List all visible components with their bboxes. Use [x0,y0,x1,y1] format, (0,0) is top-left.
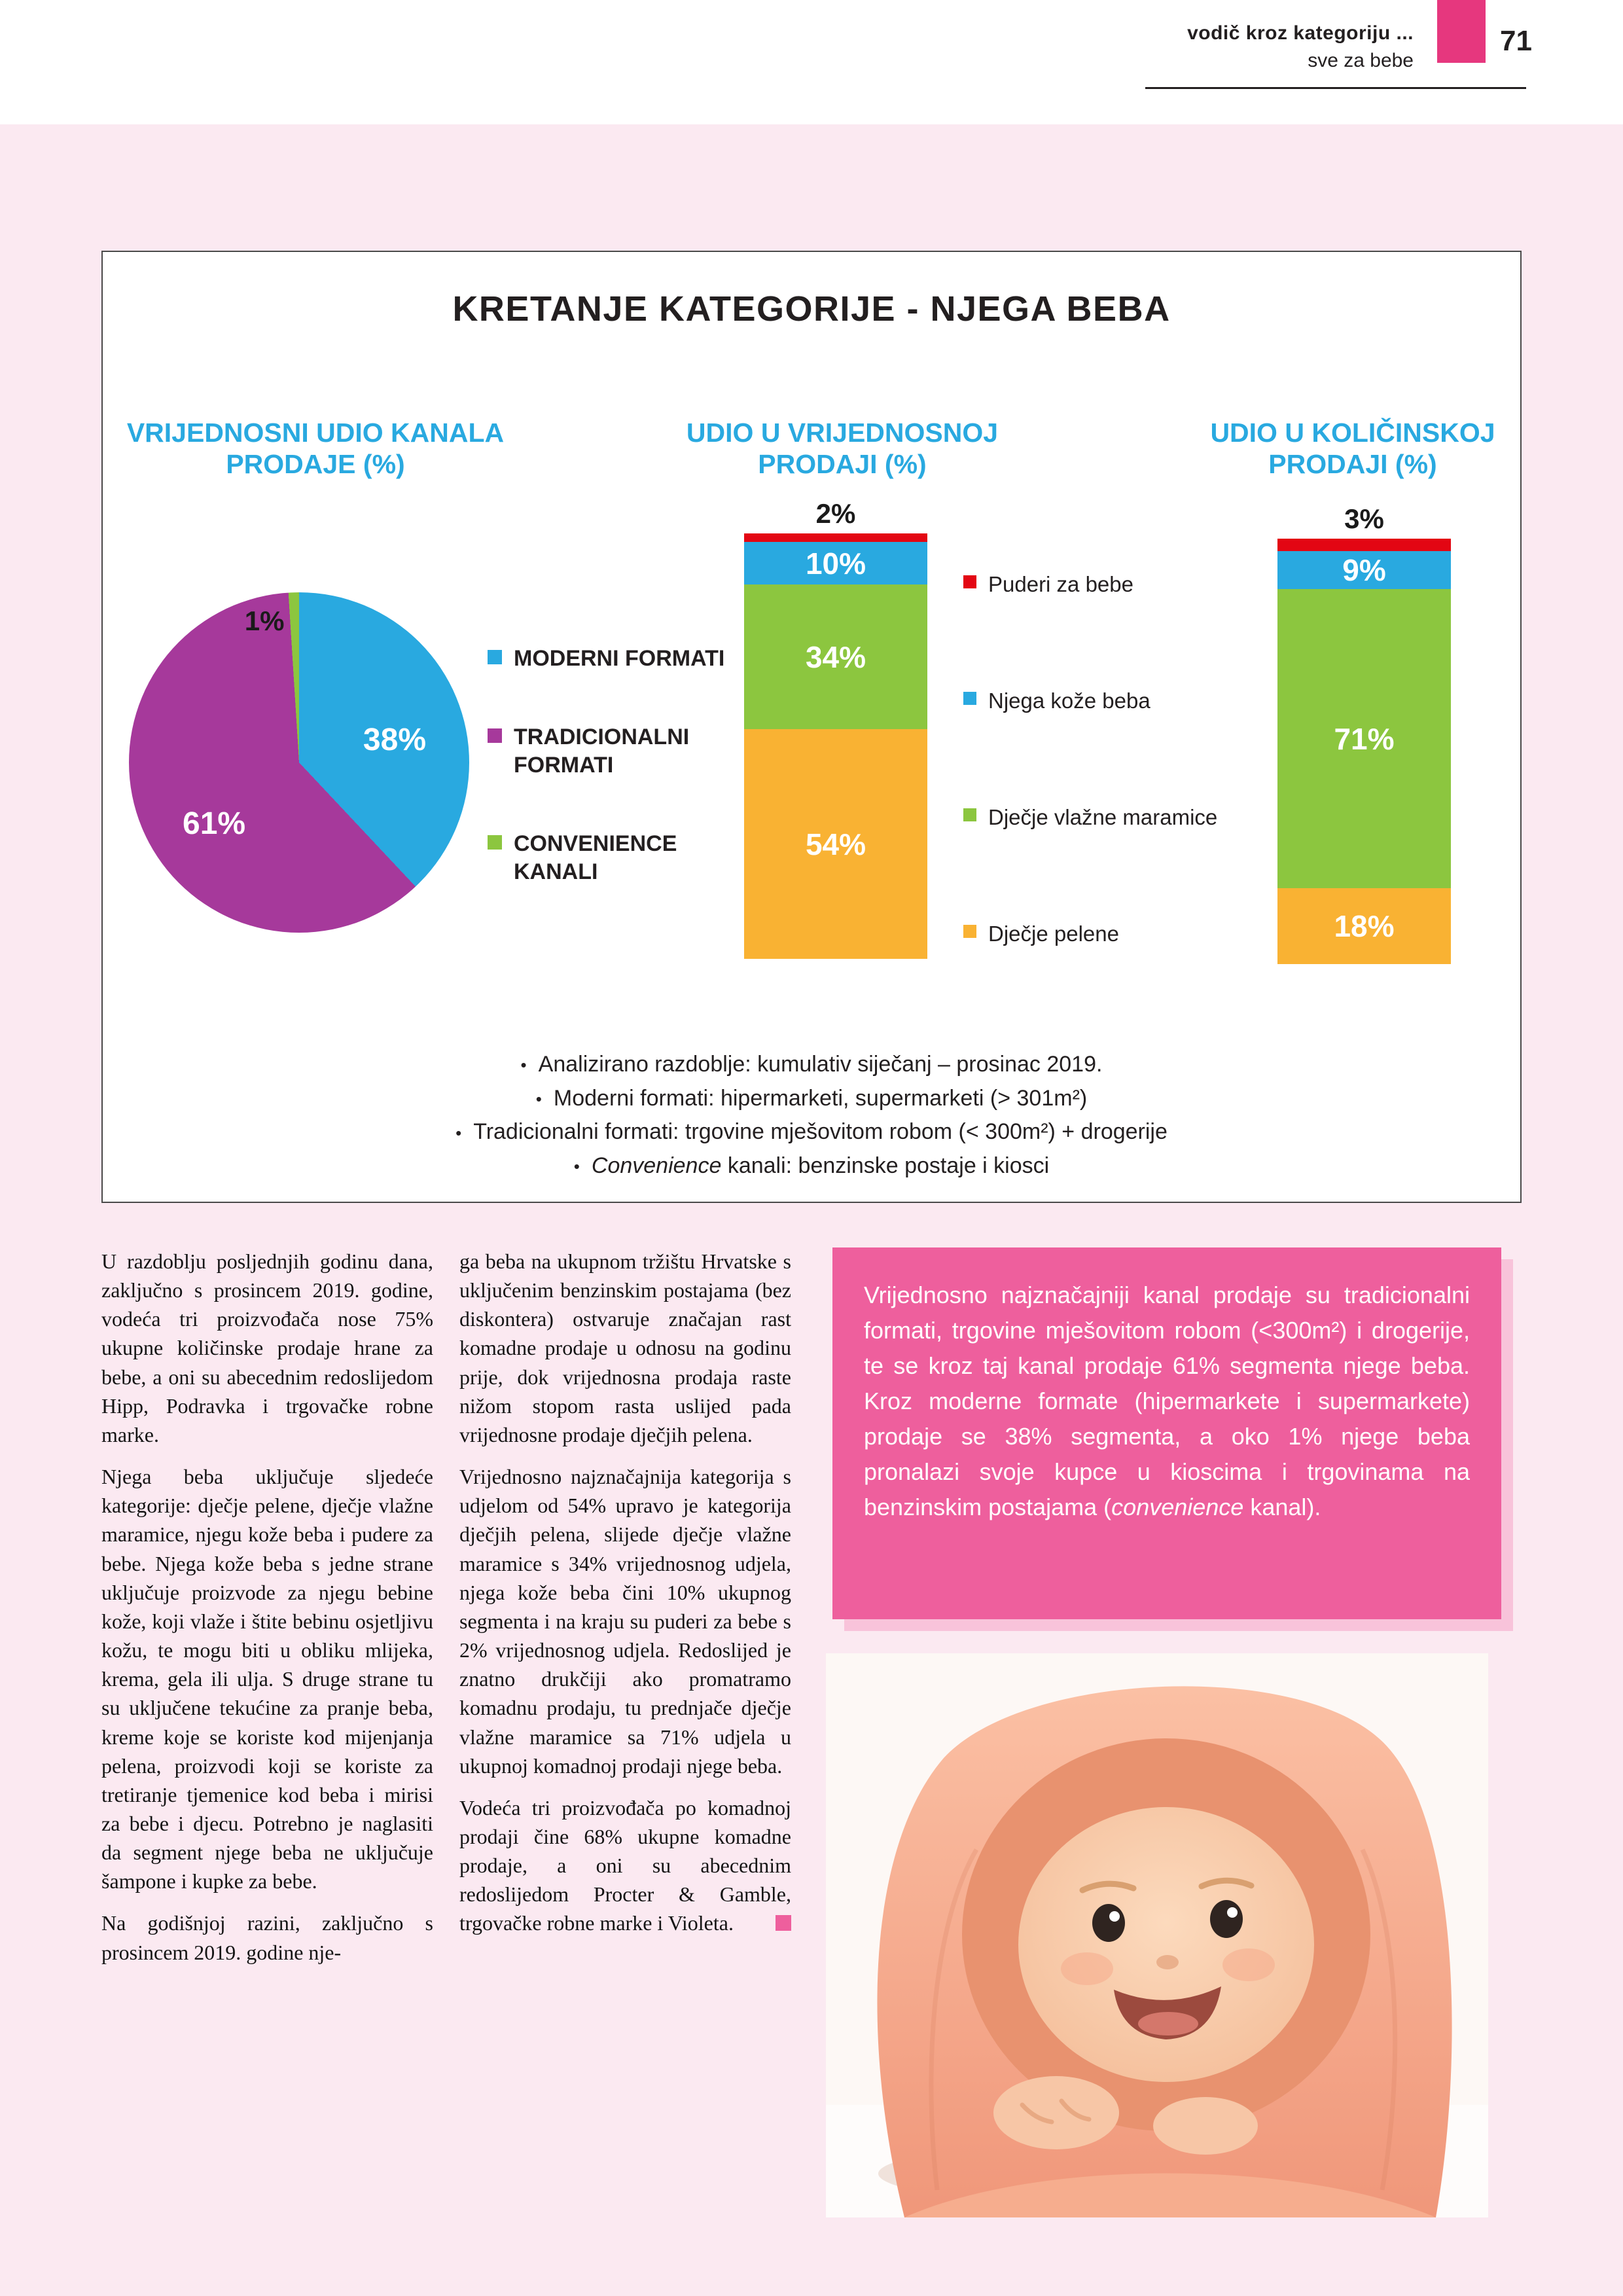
bar-segment [1277,888,1451,964]
pie-value-label: 61% [183,806,246,841]
paragraph: U razdoblju posljednjih godinu dana, zaključno s prosincem 2019. godine, vodeća tri proizvođača nose 75% ukupne količinske prodaje hrane za bebe, a oni su abecednim redoslijedom Hipp, Podravka i trgovačke robne marke. [101,1249,433,1446]
bar-segment [744,533,927,542]
bar-segment [1277,551,1451,589]
legend-item [963,804,1251,831]
legend-label: TRADICIONALNI FORMATI [514,724,690,778]
footnote-text: Moderni formati: hipermarketi, supermarketi (> 301m²) [553,1085,1088,1111]
chart-footnotes [103,1048,1520,1183]
bar-segment-label: 54% [805,827,866,861]
legend-swatch [963,692,976,705]
bar-segment [1277,589,1451,888]
legend-swatch [963,575,976,588]
section-subtitle: sve za bebe [1308,50,1414,71]
volume-share-heading: UDIO U KOLIČINSKOJ PRODAJI (%) [1210,418,1495,480]
legend-swatch [488,835,502,850]
paragraph: Na godišnjoj razini, zaključno s prosincem 2019. godine nje- [101,1911,433,1964]
pie-chart-heading: VRIJEDNOSNI UDIO KANALA PRODAJE (%) [126,418,505,480]
end-of-article-marker [776,1915,791,1931]
pie-chart [129,592,469,933]
legend-swatch [488,650,502,664]
baby-photo [826,1653,1488,2217]
pie-value-label: 38% [363,723,426,757]
legend-swatch [963,808,976,821]
header-text-block [1187,22,1414,72]
pull-quote-box [832,1247,1501,1619]
bar-segment-label: 9% [1342,553,1386,588]
bar-segment [744,542,927,584]
legend-item [488,723,730,780]
paragraph: Vrijednosno najznačajnija kategorija s udjelom od 54% upravo je kategorija dječjih pelena, slijede dječje vlažne maramice s 34% vrijednosnog udjela, njega kože beba čini 10% ukupnog segmenta i na kraju su puderi za bebe s 2% vrijednosnog udjela. Redoslijed je znatno drukčiji ako promatramo komadnu prodaju, tu prednjače dječje vlažne maramice sa 71% udjela u ukupnoj komadnoj prodaji njege beba. [459,1465,791,1778]
bar-segment [744,729,927,959]
paragraph-text: Vodeća tri proizvođača po komadnoj prodaji čine 68% ukupne komadne prodaje, a oni su abecednim redoslijedom Procter & Gamble, trgovačke robne marke i Violeta. [459,1795,791,1935]
header-rule [1145,87,1526,89]
bar-segment [744,584,927,729]
bar-legend [963,571,1251,947]
article-column-2 [459,1247,791,1951]
stacked-bar [1277,539,1451,964]
bar-segment-label: 10% [805,546,866,581]
bullet-icon: • [573,1157,580,1177]
value-share-bar [744,498,927,959]
legend-label: Puderi za bebe [988,572,1133,596]
footnote-line [103,1082,1520,1116]
volume-share-bar [1277,503,1451,964]
pull-quote-italic: convenience [1111,1494,1244,1520]
legend-item [963,571,1251,598]
accent-tab [1437,0,1486,63]
bar-top-label: 2% [815,498,856,529]
legend-swatch [488,728,502,743]
paragraph: Njega beba uključuje sljedeće kategorije: dječje pelene, dječje vlažne maramice, njegu kože beba i pudere za bebe. Njega kože beba s jedne strane uključuje proizvode za njegu bebine kože, koji vlaže i štite bebinu osjetljivu kožu, te mogu biti u obliku mlijeka, krema, gela ili ulja. S druge strane tu su uključene tekućine za pranje beba, kreme koje se koriste kod mijenjanja pelena, proizvodi koji se koriste za tretiranje tjemenice kod beba i mirisi za bebe i djecu. Potrebno je naglasiti da segment njege beba ne uključuje šampone i kupke za bebe. [101,1465,433,1893]
bar-segment-label: 34% [805,639,866,674]
bullet-icon: • [535,1088,542,1109]
legend-item [488,830,730,887]
pie-value-label: 1% [244,605,285,636]
legend-swatch [963,925,976,938]
footnote-line [103,1115,1520,1149]
paragraph: ga beba na ukupnom tržištu Hrvatske s uključenim benzinskim postajama (bez diskontera) ostvaruje značajan rast komadne prodaje u odnosu na godinu prije, dok vrijednosna prodaja raste nižom stopom rasta uslijed pada vrijednosne prodaje dječjih pelena. [459,1249,791,1446]
legend-label: Dječje pelene [988,921,1119,946]
legend-label: Dječje vlažne maramice [988,804,1218,829]
bar-top-label: 3% [1344,503,1384,534]
page-number: 71 [1500,25,1532,57]
bar-segment [1277,539,1451,551]
legend-item [963,687,1251,714]
chart-panel [101,251,1522,1203]
bar-segment-label: 71% [1334,721,1395,756]
legend-item [963,920,1251,947]
section-title: vodič kroz kategoriju ... [1187,22,1414,44]
bar-segment-label: 18% [1334,909,1395,944]
footnote-line [103,1149,1520,1183]
baby-illustration [826,1653,1488,2217]
paragraph [459,1793,791,1938]
footnote-italic: Convenience [591,1153,722,1179]
footnote-text: Analizirano razdoblje: kumulativ siječanj – prosinac 2019. [538,1052,1103,1077]
pull-quote-text: Vrijednosno najznačajniji kanal prodaje su tradicionalni formati, trgovine mješovitom robom (<300m²) i drogerije, te se kroz taj kanal prodaje 61% segmenta njege beba. Kroz moderne formate (hipermarkete i supermarkete) prodaje se 38% segmenta, a oko 1% njege beba pronalazi svoje kupce u kioscima i trgovinama na benzinskim postajama ( [864,1282,1470,1520]
legend-label: Njega kože beba [988,688,1150,713]
footnote-line [103,1048,1520,1082]
legend-item [488,645,730,673]
stacked-bar [744,533,927,959]
legend-label: CONVENIENCE KANALI [514,831,677,885]
bullet-icon: • [520,1055,527,1075]
value-share-heading: UDIO U VRIJEDNOSNOJ PRODAJI (%) [686,418,999,480]
legend-label: MODERNI FORMATI [514,646,725,671]
pull-quote-text: kanal). [1243,1494,1321,1520]
bullet-icon: • [455,1122,462,1143]
pie-legend [488,645,730,887]
article-column-1 [101,1247,433,1980]
chart-panel-title: KRETANJE KATEGORIJE - NJEGA BEBA [452,289,1171,329]
footnote-text: kanali: benzinske postaje i kiosci [721,1153,1050,1179]
footnote-text: Tradicionalni formati: trgovine mješovitom robom (< 300m²) + drogerije [473,1119,1168,1145]
